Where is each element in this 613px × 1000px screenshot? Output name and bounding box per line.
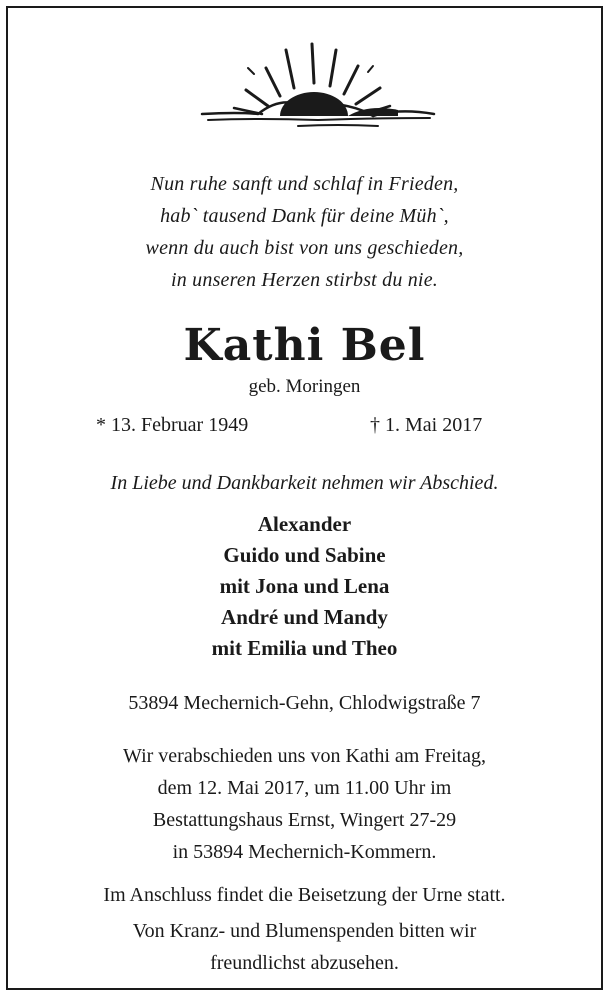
poem-line-1: Nun ruhe sanft und schlaf in Frieden, [150, 173, 459, 195]
mourner-1: Alexander [257, 512, 352, 536]
flowers-line-2: freundlichst abzusehen. [210, 952, 399, 974]
service-line-4: in 53894 Mechernich-Kommern. [172, 841, 437, 863]
deceased-name: Kathi Bel [183, 320, 426, 371]
poem-line-3: wenn du auch bist von uns geschieden, [145, 237, 464, 259]
service-line-2: dem 12. Mai 2017, um 11.00 Uhr im [157, 777, 452, 799]
death-date: † 1. Mai 2017 [370, 414, 483, 436]
obituary-frame [6, 6, 603, 990]
address-line: 53894 Mechernich-Gehn, Chlodwigstraße 7 [128, 692, 481, 714]
flowers-line-1: Von Kranz- und Blumenspenden bitten wir [132, 920, 477, 942]
life-dates [8, 414, 601, 440]
maiden-name: geb. Moringen [248, 376, 361, 397]
mourner-2: Guido und Sabine [223, 543, 386, 567]
mourner-3: mit Jona und Lena [219, 574, 390, 598]
service-line-1: Wir verabschieden uns von Kathi am Freitag, [123, 745, 486, 767]
farewell-line: In Liebe und Dankbarkeit nehmen wir Abschied. [110, 472, 499, 494]
birth-date: * 13. Februar 1949 [96, 414, 249, 436]
service-line-3: Bestattungshaus Ernst, Wingert 27-29 [152, 809, 457, 831]
rising-sun-icon [198, 38, 438, 148]
mourner-5: mit Emilia und Theo [211, 636, 398, 660]
poem-line-4: in unseren Herzen stirbst du nie. [171, 269, 438, 291]
mourner-4: André und Mandy [221, 605, 388, 629]
poem-line-2: hab` tausend Dank für deine Müh`, [160, 205, 449, 227]
burial-line: Im Anschluss findet die Beisetzung der Urne statt. [103, 884, 506, 906]
obituary-content [8, 8, 601, 988]
